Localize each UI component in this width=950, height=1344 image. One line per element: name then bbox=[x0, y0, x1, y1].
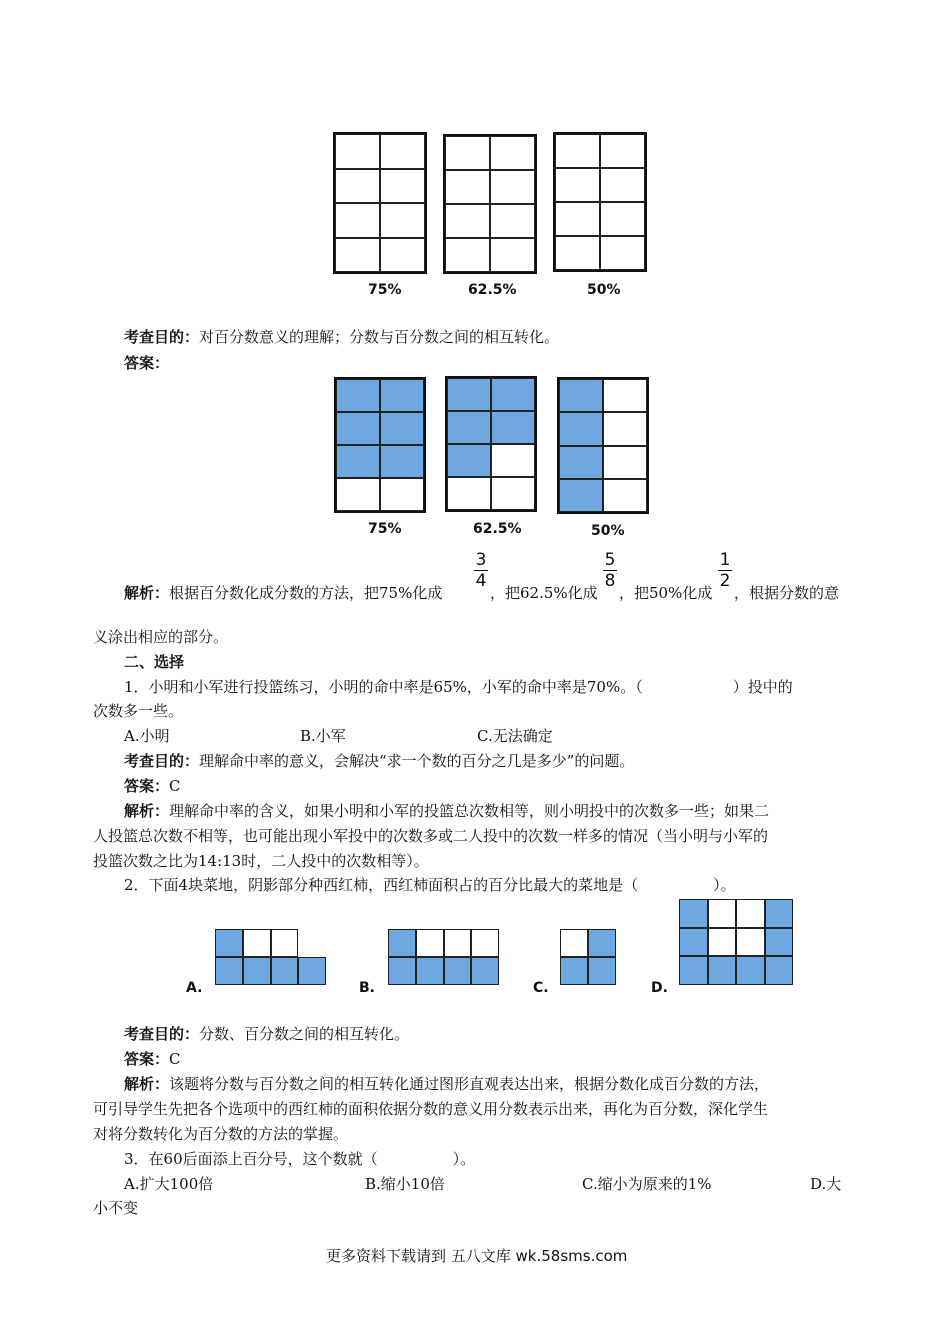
plot-d bbox=[679, 899, 793, 985]
q2-answer: 答案：C bbox=[124, 1050, 181, 1068]
q1-line-2: 次数多一些。 bbox=[93, 702, 184, 720]
plot-a bbox=[215, 929, 326, 985]
q1-analysis-2: 人投篮总次数不相等，也可能出现小军投中的次数多或二人投中的次数一样多的情况（当小明与小军的 bbox=[93, 827, 769, 845]
grid-label-50: 50% bbox=[587, 282, 621, 298]
q1-analysis-3: 投篮次数之比为14:13时，二人投中的次数相等）。 bbox=[93, 852, 429, 870]
grid-empty-1 bbox=[333, 132, 427, 274]
answer-label-75: 75% bbox=[368, 521, 402, 537]
plot-b bbox=[388, 929, 499, 985]
analysis-line-1b: ，把62.5%化成 bbox=[490, 584, 598, 602]
grid-empty-2 bbox=[443, 134, 537, 274]
footer-text: 更多资料下载请到 五八文库 wk.58sms.com bbox=[326, 1247, 628, 1265]
section-title: 二、选择 bbox=[124, 653, 185, 671]
plot-c bbox=[560, 929, 616, 985]
analysis-line-1c: ，把50%化成 bbox=[619, 584, 713, 602]
plot-label-d: D. bbox=[651, 980, 668, 996]
q3-line-2: 小不变 bbox=[93, 1199, 139, 1217]
q3-option-d: D.大 bbox=[810, 1175, 842, 1193]
fraction-5-8: 5 8 bbox=[604, 550, 616, 591]
fraction-1-2: 1 2 bbox=[719, 550, 731, 591]
q2-line-1: 2．下面4块菜地，阴影部分种西红柿，西红柿面积占的百分比最大的菜地是（ ）。 bbox=[124, 876, 736, 894]
q3-line-1: 3．在60后面添上百分号，这个数就（ ）。 bbox=[124, 1150, 476, 1168]
q1-answer: 答案：C bbox=[124, 777, 181, 795]
grid-answer-2 bbox=[445, 376, 537, 512]
q1-line-1: 1．小明和小军进行投篮练习，小明的命中率是65%，小军的命中率是70%。（ ）投中的 bbox=[124, 678, 793, 696]
analysis-line-1: 解析：根据百分数化成分数的方法，把75%化成 bbox=[124, 584, 443, 602]
q2-analysis-3: 对将分数转化为百分数的方法的掌握。 bbox=[93, 1125, 349, 1143]
plot-label-a: A. bbox=[186, 980, 203, 996]
fraction-3-4: 3 4 bbox=[475, 550, 487, 591]
q1-option-b: B.小军 bbox=[300, 727, 346, 745]
plot-label-c: C. bbox=[533, 980, 549, 996]
grid-answer-3 bbox=[557, 377, 649, 514]
answer-label-1: 答案： bbox=[124, 354, 170, 372]
q3-option-c: C.缩小为原来的1% bbox=[582, 1175, 712, 1193]
q1-option-a: A.小明 bbox=[124, 727, 170, 745]
q1-purpose: 考查目的：理解命中率的意义，会解决“求一个数的百分之几是多少”的问题。 bbox=[124, 752, 635, 770]
purpose-line-1: 考查目的：对百分数意义的理解；分数与百分数之间的相互转化。 bbox=[124, 328, 560, 346]
q1-option-c: C.无法确定 bbox=[477, 727, 553, 745]
answer-label-62-5: 62.5% bbox=[473, 521, 522, 537]
answer-label-50: 50% bbox=[591, 523, 625, 539]
q1-analysis-1: 解析：理解命中率的含义，如果小明和小军的投篮总次数相等，则小明投中的次数多一些；如果二 bbox=[124, 802, 770, 820]
grid-label-75: 75% bbox=[368, 282, 402, 298]
grid-empty-3 bbox=[553, 132, 647, 272]
plot-label-b: B. bbox=[359, 980, 375, 996]
q3-option-b: B.缩小10倍 bbox=[365, 1175, 445, 1193]
q2-analysis-2: 可引导学生先把各个选项中的西红柿的面积依据分数的意义用分数表示出来，再化为百分数，深化学生 bbox=[93, 1100, 769, 1118]
grid-answer-1 bbox=[334, 377, 426, 513]
q2-analysis-1: 解析：该题将分数与百分数之间的相互转化通过图形直观表达出来，根据分数化成百分数的方法， bbox=[124, 1075, 770, 1093]
q3-option-a: A.扩大100倍 bbox=[124, 1175, 214, 1193]
q2-purpose: 考查目的：分数、百分数之间的相互转化。 bbox=[124, 1025, 410, 1043]
grid-label-62-5: 62.5% bbox=[468, 282, 517, 298]
analysis-line-2: 义涂出相应的部分。 bbox=[93, 628, 229, 646]
analysis-line-1d: ，根据分数的意 bbox=[734, 584, 840, 602]
